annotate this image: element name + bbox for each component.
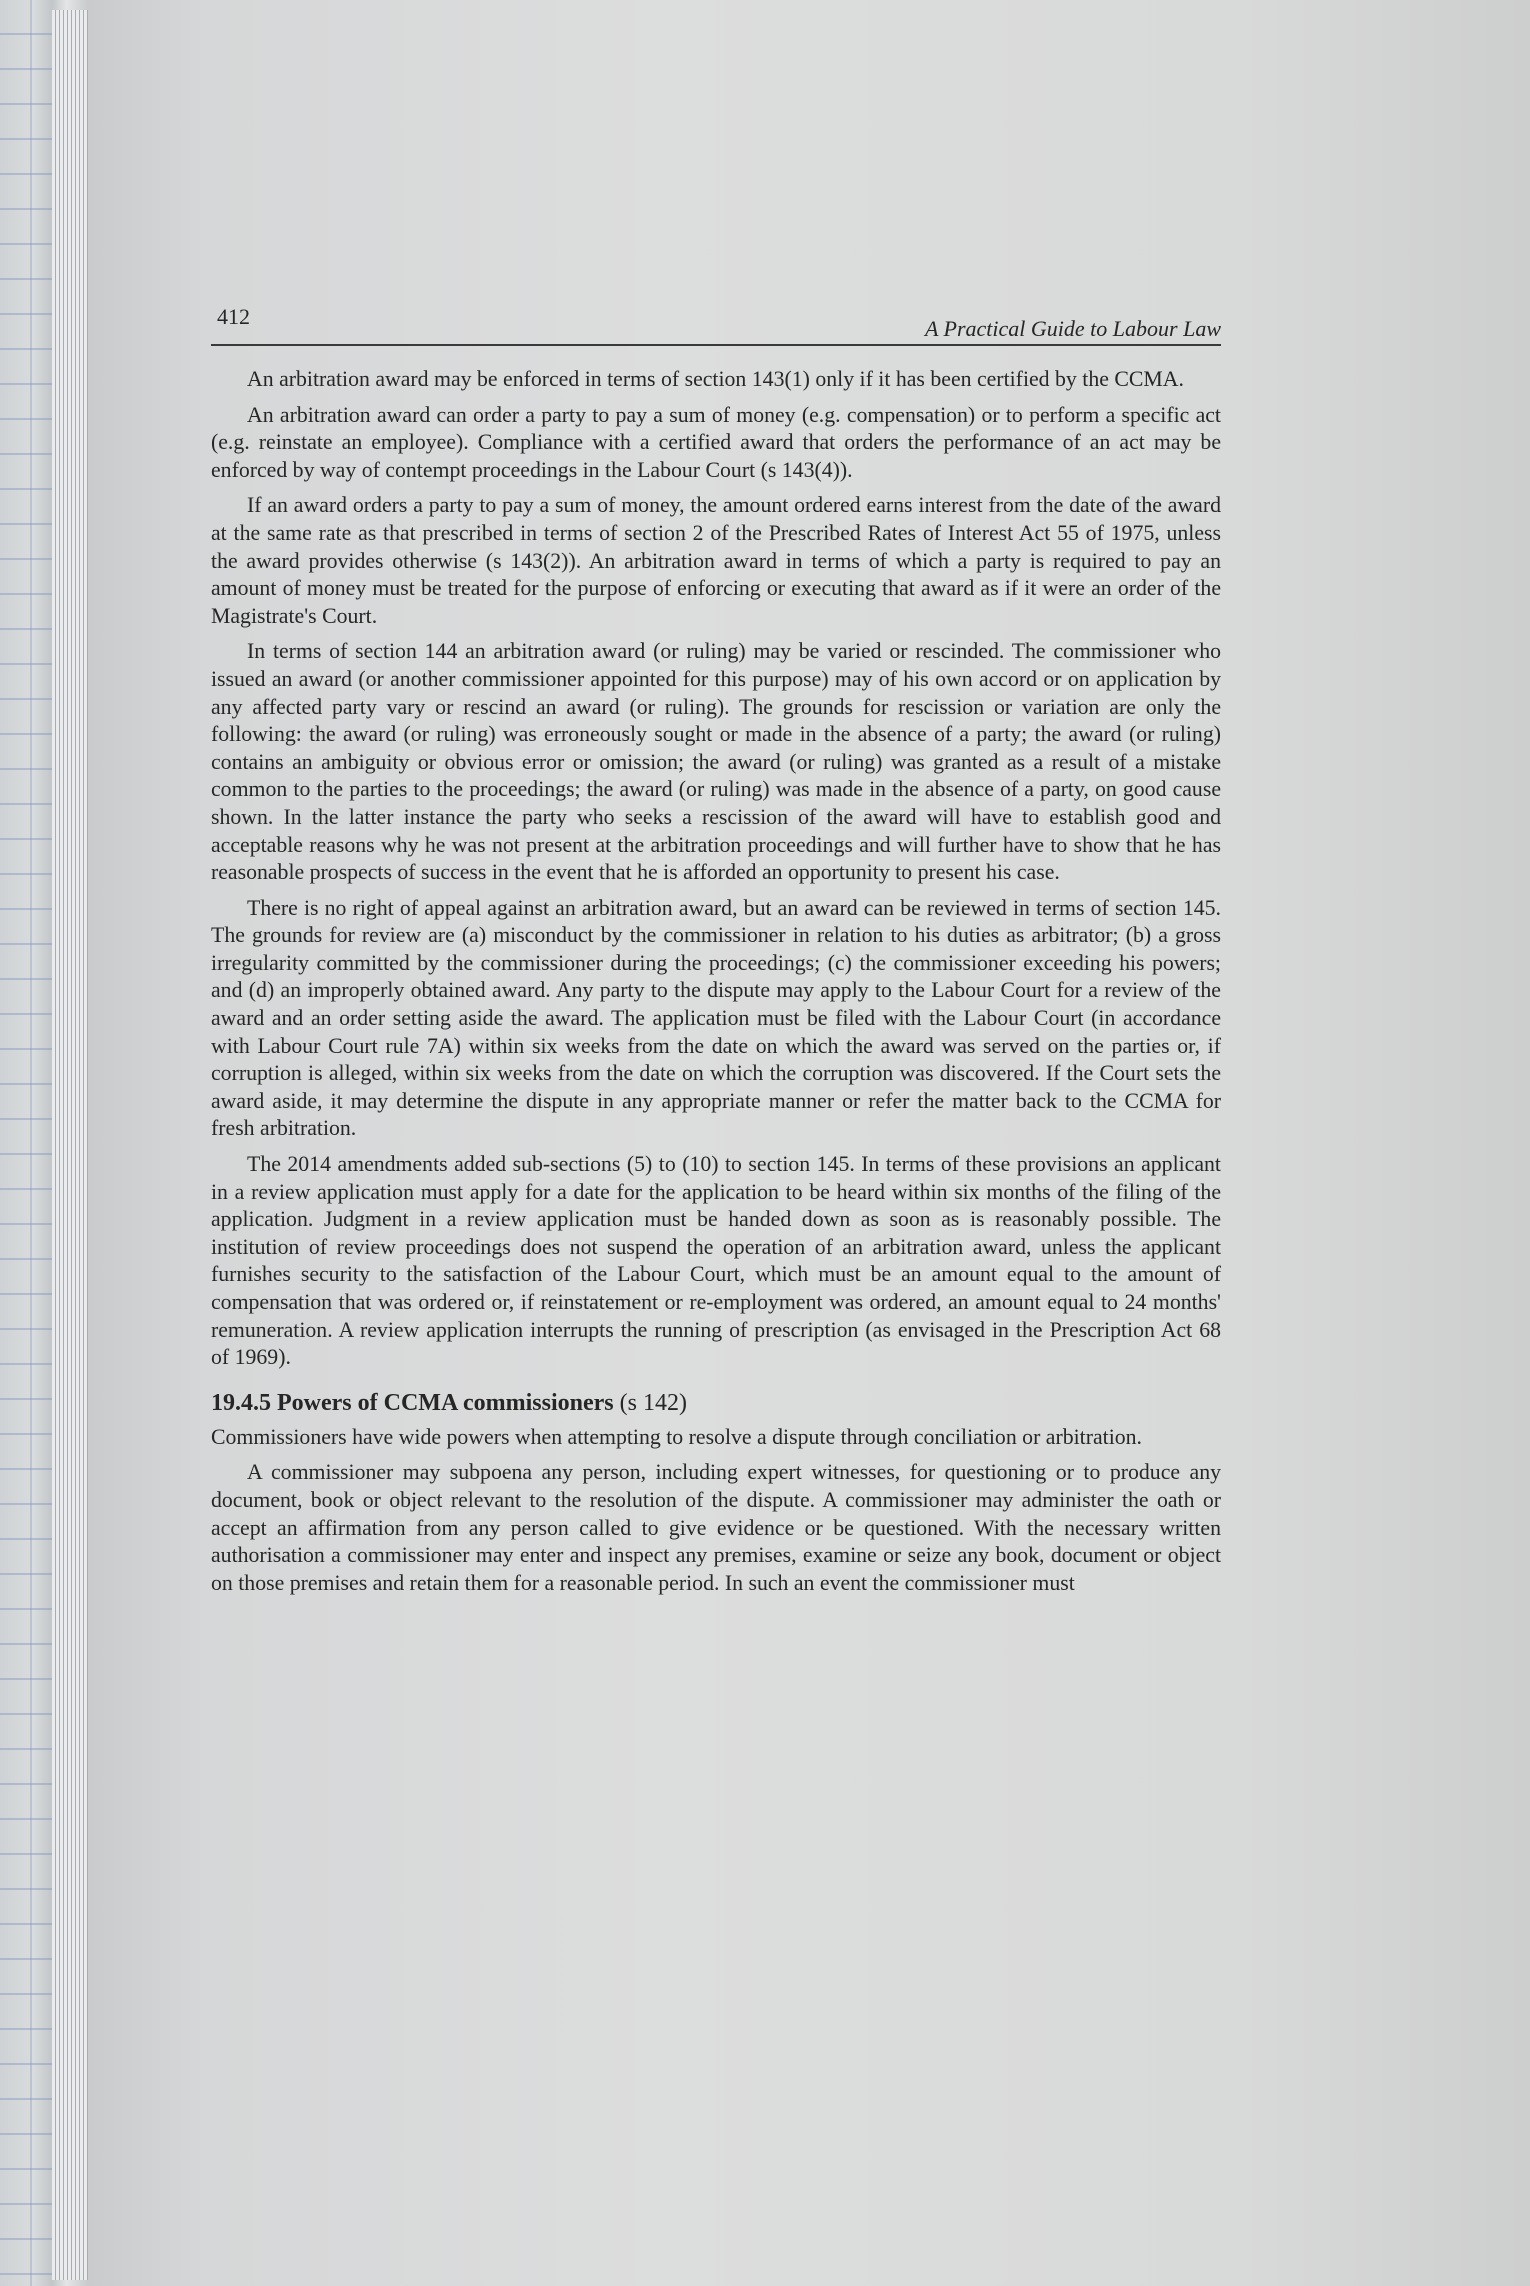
paragraph-review: There is no right of appeal against an arbitration award, but an award can be reviewed in terms of section 145. The grounds for review are (a) misconduct by the commissioner in relation to his duties as arbitrator; (b) a gross irregularity committed by the commissioner during the proceedings; (c) the commissioner exceeding his powers; and (d) an improperly obtained award. Any party to the dispute may apply to the Labour Court for a review of the award and an order setting aside the award. The application must be filed with the Labour Court (in accordance with Labour Court rule 7A) within six weeks from the date on which the award was served on the parties or, if corruption is alleged, within six weeks from the date on which the corruption was discovered. If the Court sets the award aside, it may determine the dispute in any appropriate manner or refer the matter back to the CCMA for fresh arbitration. — [211, 895, 1221, 1141]
page-content — [211, 298, 1221, 1605]
paragraph-rescission: In terms of section 144 an arbitration award (or ruling) may be varied or rescinded. The commissioner who issued an award (or another commissioner appointed for this purpose) may of his own accord or on application by any affected party vary or rescind an award (or ruling). The grounds for rescission or variation are only the following: the award (or ruling) was erroneously sought or made in the absence of a party; the award (or ruling) contains an ambiguity or obvious error or omission; the award (or ruling) was granted as a result of a mistake common to the parties to the proceedings; the award (or ruling) was made in the absence of a party, on good cause shown. In the latter instance the party who seeks a rescission of the award will have to establish good and acceptable reasons why he was not present at the arbitration proceedings and will further have to show that he has reasonable prospects of success in the event that he is afforded an opportunity to present his case. — [211, 639, 1221, 885]
section-heading-text: 19.4.5 Powers of CCMA commissioners — [211, 1389, 614, 1416]
page-number: 412 — [217, 304, 250, 329]
paragraph-certification: An arbitration award may be enforced in terms of section 143(1) only if it has been certified by the CCMA. — [247, 367, 1184, 391]
paragraph-subpoena: A commissioner may subpoena any person, including expert witnesses, for questioning or to produce any document, book or object relevant to the resolution of the dispute. A commissioner may administer the oath or accept an affirmation from any person called to give evidence or be questioned. With the necessary written authorisation a commissioner may enter and inspect any premises, examine or seize any book, document or object on those premises and retain them for a reasonable period. In such an event the commissioner must — [211, 1460, 1221, 1595]
running-head — [211, 298, 1221, 346]
page-edges — [52, 10, 92, 2280]
binder-page-stack — [0, 0, 95, 2286]
section-reference: (s 142) — [619, 1389, 687, 1416]
book-page — [88, 0, 1530, 2286]
book-title: A Practical Guide to Labour Law — [925, 316, 1221, 341]
paragraph-interest: If an award orders a party to pay a sum of money, the amount ordered earns interest from the date of the award at the same rate as that prescribed in terms of section 2 of the Prescribed Rates of Interest Act 55 of 1975, unless the award provides otherwise (s 143(2)). An arbitration award in terms of which a party is required to pay an amount of money must be treated for the purpose of enforcing or executing that award as if it were an order of the Magistrate's Court. — [211, 493, 1221, 628]
paragraph-commissioner-powers: Commissioners have wide powers when attempting to resolve a dispute through conciliation or arbitration. — [211, 1424, 1143, 1449]
paragraph-award-orders: An arbitration award can order a party to pay a sum of money (e.g. compensation) or to perform a specific act (e.g. reinstate an employee). Compliance with a certified award that orders the performance of an act may be enforced by way of contempt proceedings in the Labour Court (s 143(4)). — [211, 402, 1221, 482]
paragraph-amendments: The 2014 amendments added sub-sections (5) to (10) to section 145. In terms of these provisions an applicant in a review application must apply for a date for the application to be heard within six months of the filing of the application. Judgment in a review application must be handed down as soon as is reasonably possible. The institution of review proceedings does not suspend the operation of an arbitration award, unless the applicant furnishes security to the satisfaction of the Labour Court, which must be an amount equal to the amount of compensation that was ordered or, if reinstatement or re-employment was ordered, an amount equal to 24 months' remuneration. A review application interrupts the running of prescription (as envisaged in the Prescription Act 68 of 1969). — [211, 1152, 1221, 1370]
section-heading — [211, 1388, 1221, 1418]
